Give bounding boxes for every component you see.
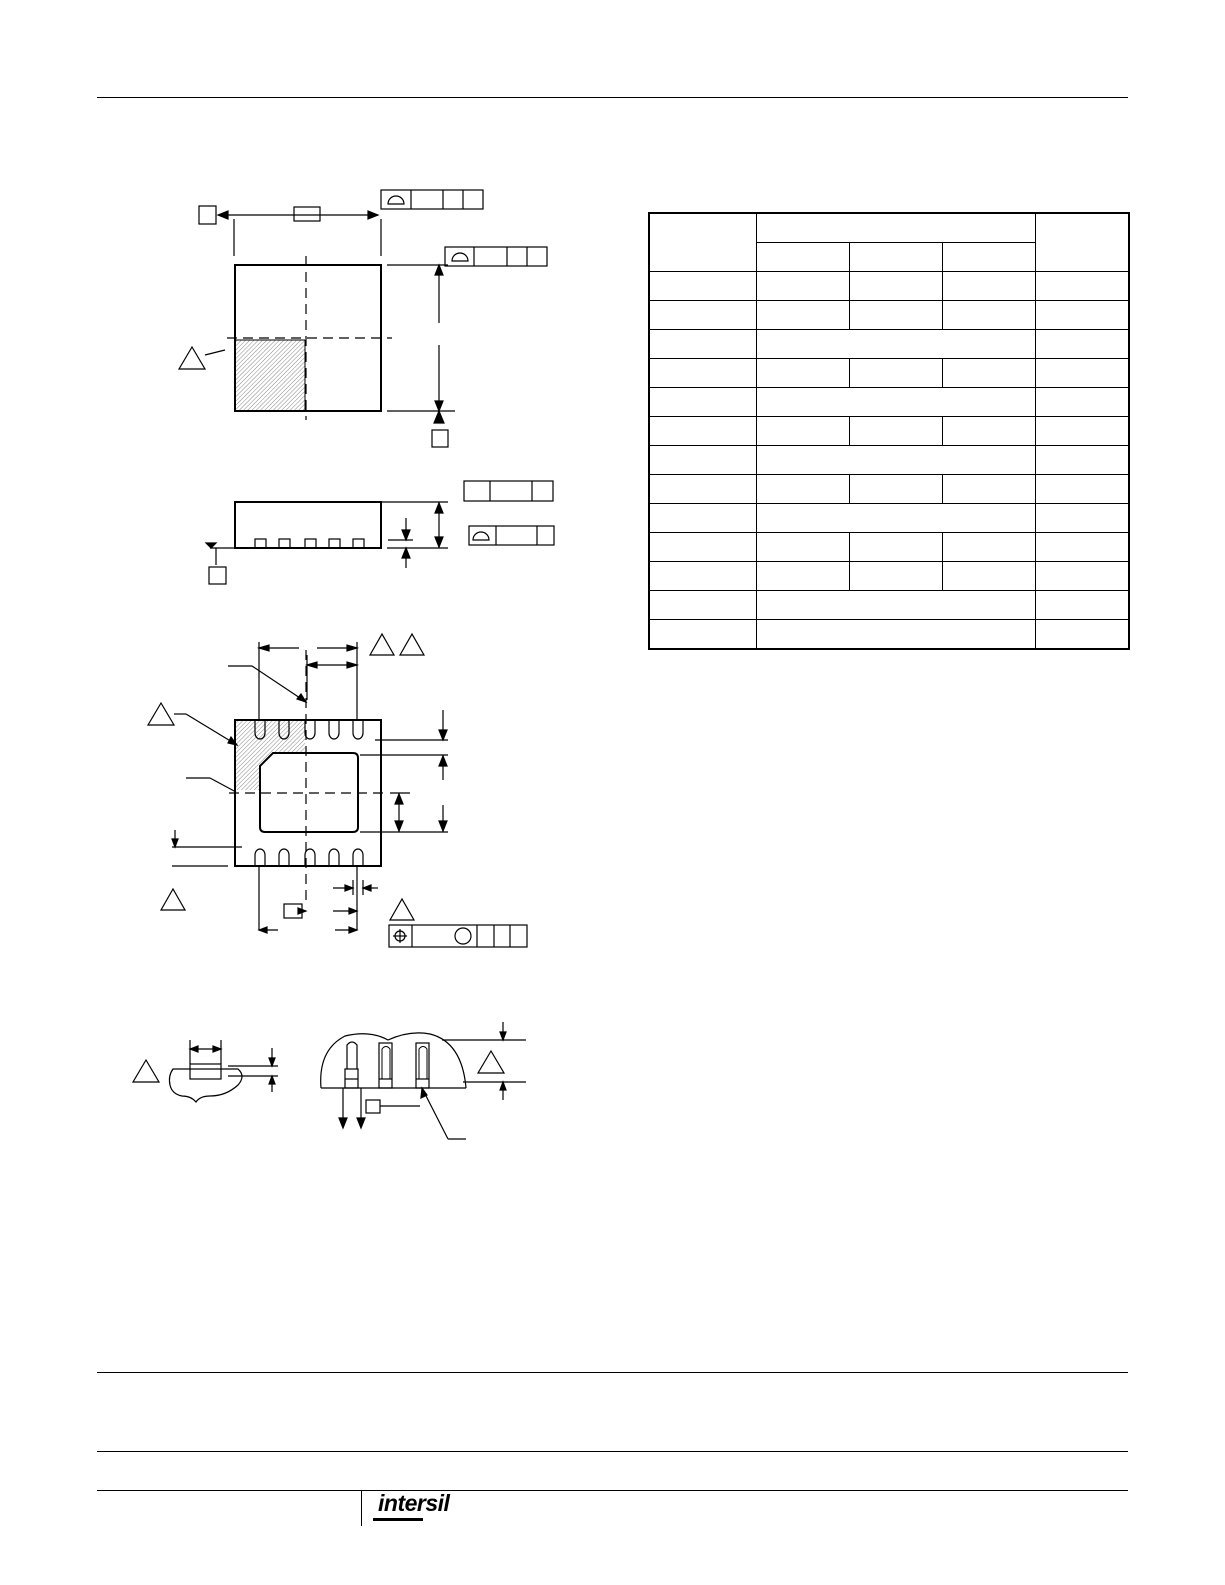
table-row bbox=[649, 330, 1129, 359]
dimension-table bbox=[648, 212, 1130, 650]
table-row bbox=[649, 301, 1129, 330]
side-view bbox=[206, 481, 554, 584]
top-view bbox=[179, 190, 547, 447]
footer-rule-middle bbox=[97, 1451, 1128, 1452]
table-row bbox=[649, 591, 1129, 620]
footer-rule-lower bbox=[97, 1490, 1128, 1491]
table-row bbox=[649, 620, 1129, 650]
intersil-logo: intersil bbox=[378, 1490, 450, 1516]
table-row bbox=[649, 272, 1129, 301]
table-row bbox=[649, 562, 1129, 591]
table-row bbox=[649, 533, 1129, 562]
table-row bbox=[649, 504, 1129, 533]
table-row bbox=[649, 388, 1129, 417]
table-row bbox=[649, 359, 1129, 388]
bottom-view bbox=[148, 634, 527, 947]
footer-divider bbox=[361, 1490, 362, 1526]
table-row bbox=[649, 446, 1129, 475]
footer-rule-upper bbox=[97, 1372, 1128, 1373]
logo-underline bbox=[373, 1518, 423, 1521]
table-row bbox=[649, 475, 1129, 504]
table-row bbox=[649, 417, 1129, 446]
package-outline-drawing bbox=[0, 0, 640, 1160]
detail-views bbox=[133, 1022, 526, 1139]
table-header-row bbox=[649, 213, 1129, 243]
